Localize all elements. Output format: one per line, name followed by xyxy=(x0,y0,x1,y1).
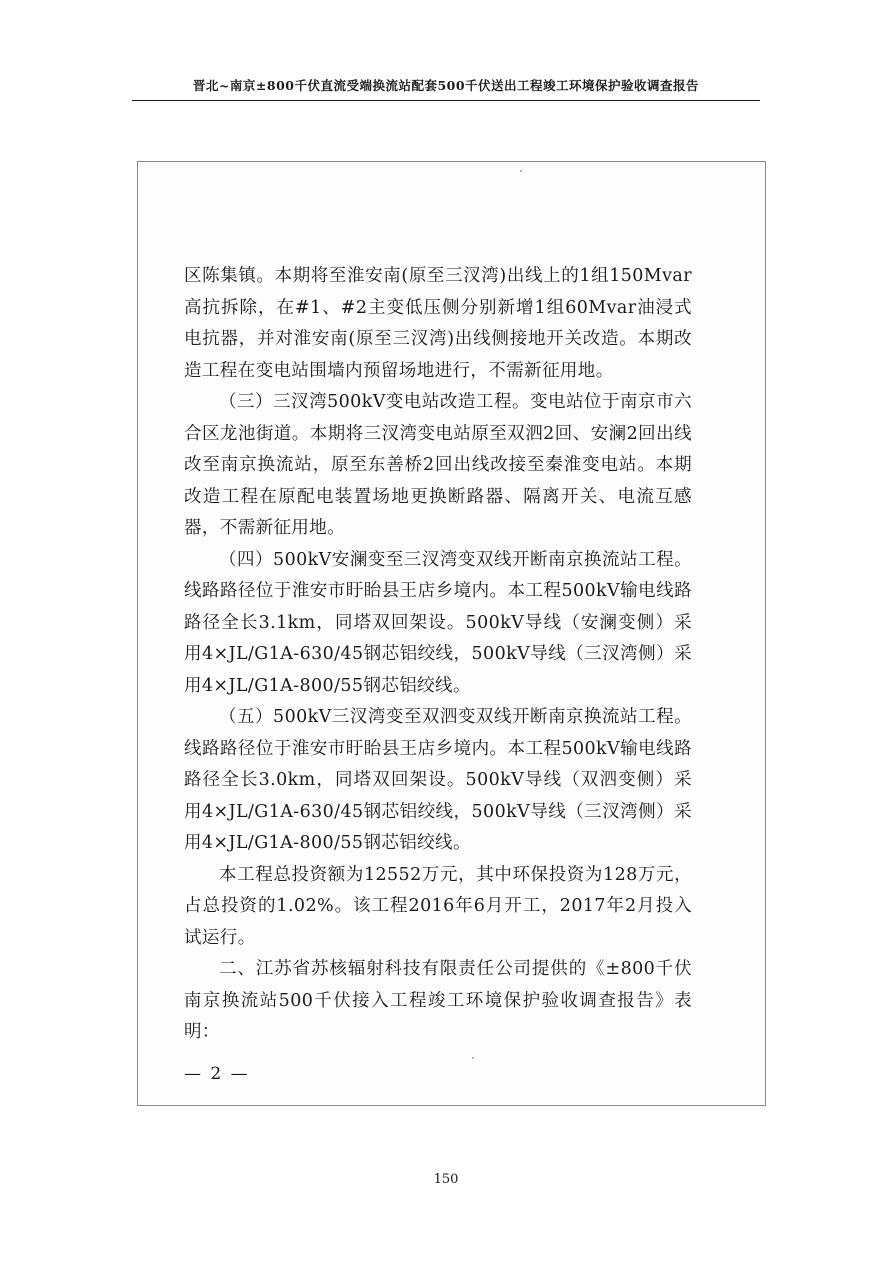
document-body xyxy=(184,261,692,1049)
body-paragraph-6: 二、江苏省苏核辐射科技有限责任公司提供的《±800千伏南京换流站500千伏接入工程竣工环境保护验收调查报告》表明： xyxy=(184,959,692,1042)
body-paragraph-5: 本工程总投资额为12552万元，其中环保投资为128万元，占总投资的1.02%。该工程2016年6月开工，2017年2月投入试运行。 xyxy=(184,864,692,948)
body-paragraph-3: （四）500kV安澜变至三汊湾变双线开断南京换流站工程。线路路径位于淮安市盱眙县王店乡境内。本工程500kV输电线路路径全长3.1km，同塔双回架设。500kV导线（安澜变侧）采用4×JL/G1A-630/45钢芯铝绞线，500kV导线（三汊湾侧）采用4×JL/G1A-800/55钢芯铝绞线。 xyxy=(184,549,692,696)
body-paragraph-4: （五）500kV三汊湾变至双泗变双线开断南京换流站工程。线路路径位于淮安市盱眙县王店乡境内。本工程500kV输电线路路径全长3.0km，同塔双回架设。500kV导线（双泗变侧）采用4×JL/G1A-630/45钢芯铝绞线，500kV导线（三汊湾侧）采用4×JL/G1A-800/55钢芯铝绞线。 xyxy=(184,707,692,853)
inner-page-number: — 2 — xyxy=(184,1064,250,1084)
body-paragraph-2: （三）三汊湾500kV变电站改造工程。变电站位于南京市六合区龙池街道。本期将三汊湾变电站原至双泗2回、安澜2回出线改至南京换流站，原至东善桥2回出线改接至秦淮变电站。本期改造工程在原配电装置场地更换断路器、隔离开关、电流互感器，不需新征用地。 xyxy=(184,392,692,538)
body-paragraph-1: 区陈集镇。本期将至淮安南(原至三汊湾)出线上的1组150Mvar高抗拆除，在#1、#2主变低压侧分别新增1组60Mvar油浸式电抗器，并对淮安南(原至三汊湾)出线侧接地开关改造。本期改造工程在变电站围墙内预留场地进行，不需新征用地。 xyxy=(184,266,692,381)
report-running-header: 晋北~南京±800千伏直流受端换流站配套500千伏送出工程竣工环境保护验收调查报告 xyxy=(132,76,760,101)
page-number: 150 xyxy=(433,1172,459,1187)
scan-speck xyxy=(520,170,522,172)
scan-speck xyxy=(472,1057,474,1059)
